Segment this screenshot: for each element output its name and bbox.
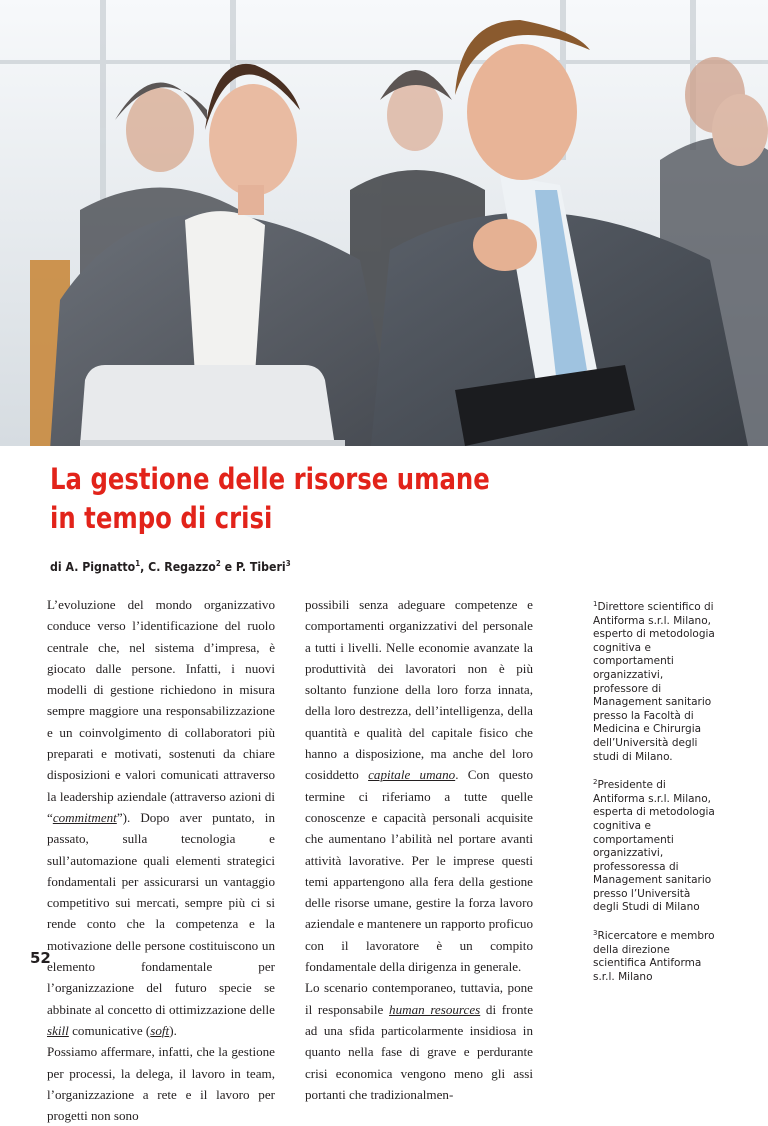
body-column-1 [47,594,275,1126]
text-run: L’evoluzione del mondo organizzativo conduce verso l’identificazione del ruolo centrale che, nel sistema d’impresa, è giocato dalle persone. Infatti, i nuovi modelli di gestione richiedono in misura sempre maggiore una responsabilizzazione e un coinvolgimento di collaboratori più preparati e motivati, sostenuti da chiare disposizioni e valori comunicati attraverso la leadership aziendale (attraverso azioni di “ [47,597,275,825]
italic-term: capitale umano [368,767,456,783]
author-2: , C. Regazzo [140,559,216,574]
article-title-line-1: La gestione delle risorse umane [50,462,490,496]
hero-photo [0,0,768,446]
body-column-2 [305,594,533,1105]
italic-term: commitment [52,809,117,825]
paragraph-3 [305,594,533,977]
article-title-line-2: in tempo di crisi [50,501,273,535]
text-run: Lo scenario contemporaneo, tuttavia, pone il responsabile [305,980,533,1017]
footnote-text: Direttore scientifico di Antiforma s.r.l. Milano, esperto di metodologia cognitiva e comportamenti organizzativi, professore di Management sanitario presso la Facoltà di Medicina e Chirurgia dell’Università degli studi di Milano. [593,601,715,763]
author-1: di A. Pignatto [50,559,136,574]
footnote-number: 1 [593,600,598,608]
article-authors [50,559,291,574]
text-run: ). [169,1022,177,1038]
footnote-text: Ricercatore e membro della direzione scientifica Antiforma s.r.l. Milano [593,930,715,983]
article-title [50,460,520,538]
page-number: 52 [30,949,51,967]
author-1-footnote-ref: 1 [135,559,141,568]
text-run: ”). Dopo aver puntato, in passato, sulla tecnologia e sull’automazione quali elementi strategici fondamentali per assicurarsi un vantaggio competitivo sui mercati, sempre più ci si rende conto che la competenza e la motivazione delle persone costituiscono un elemento fondamentale per l’organizzazione del futuro specie se abbinate al concetto di ottimizzazione delle [47,809,275,1017]
business-meeting-illustration [0,0,768,446]
footnote-text: Presidente di Antiforma s.r.l. Milano, esperta di metodologia cognitiva e comportamenti organizzativi, professoressa di Management sanitario presso l’Università degli Studi di Milano [593,779,715,914]
italic-term: soft [150,1022,170,1038]
paragraph-4 [305,977,533,1105]
footnote-2 [593,776,718,915]
paragraph-1 [47,594,275,1041]
footnote-3 [593,927,718,984]
footnote-number: 2 [593,778,598,787]
author-3: e P. Tiberi [220,559,286,574]
paragraph-2: Possiamo affermare, infatti, che la gestione per processi, la delega, il lavoro in team, l’organizzazione a rete e il lavoro per progetti non sono [47,1044,275,1124]
author-3-footnote-ref: 3 [285,559,291,568]
footnote-1 [593,598,718,764]
text-run: . Con questo termine ci riferiamo a tutte quelle conoscenze e capacità personali acquisite che aumentano l’abilità nel portare avanti attività lavorative. Per le imprese questi temi appartengono alla fera della gestione delle risorse umane, gestire la forza lavoro aziendale e mantenere un rapporto proficuo con il lavoratore è un compito fondamentale della dirigenza in generale. [305,767,533,975]
footnote-number: 3 [593,929,598,938]
text-run: di fronte ad una sfida particolarmente insidiosa in quanto nella fase di grave e perdurante crisi economica vengono meno gli assi portanti che tradizionalmen- [305,1001,534,1102]
author-2-footnote-ref: 2 [215,559,221,568]
text-run: possibili senza adeguare competenze e comportamenti organizzativi del personale a tutti i livelli. Nelle economie avanzate la produttività dei lavoratori non è più soltanto funzione della loro forza innata, della loro destrezza, dell’intelligenza, della quantità e qualità del capitale fisico che hanno a disposizione, ma anche del loro cosiddetto [305,597,533,783]
text-run: comunicative ( [68,1022,151,1038]
italic-term: human resources [389,1001,481,1017]
footnotes [593,598,718,996]
italic-term: skill [47,1022,69,1038]
